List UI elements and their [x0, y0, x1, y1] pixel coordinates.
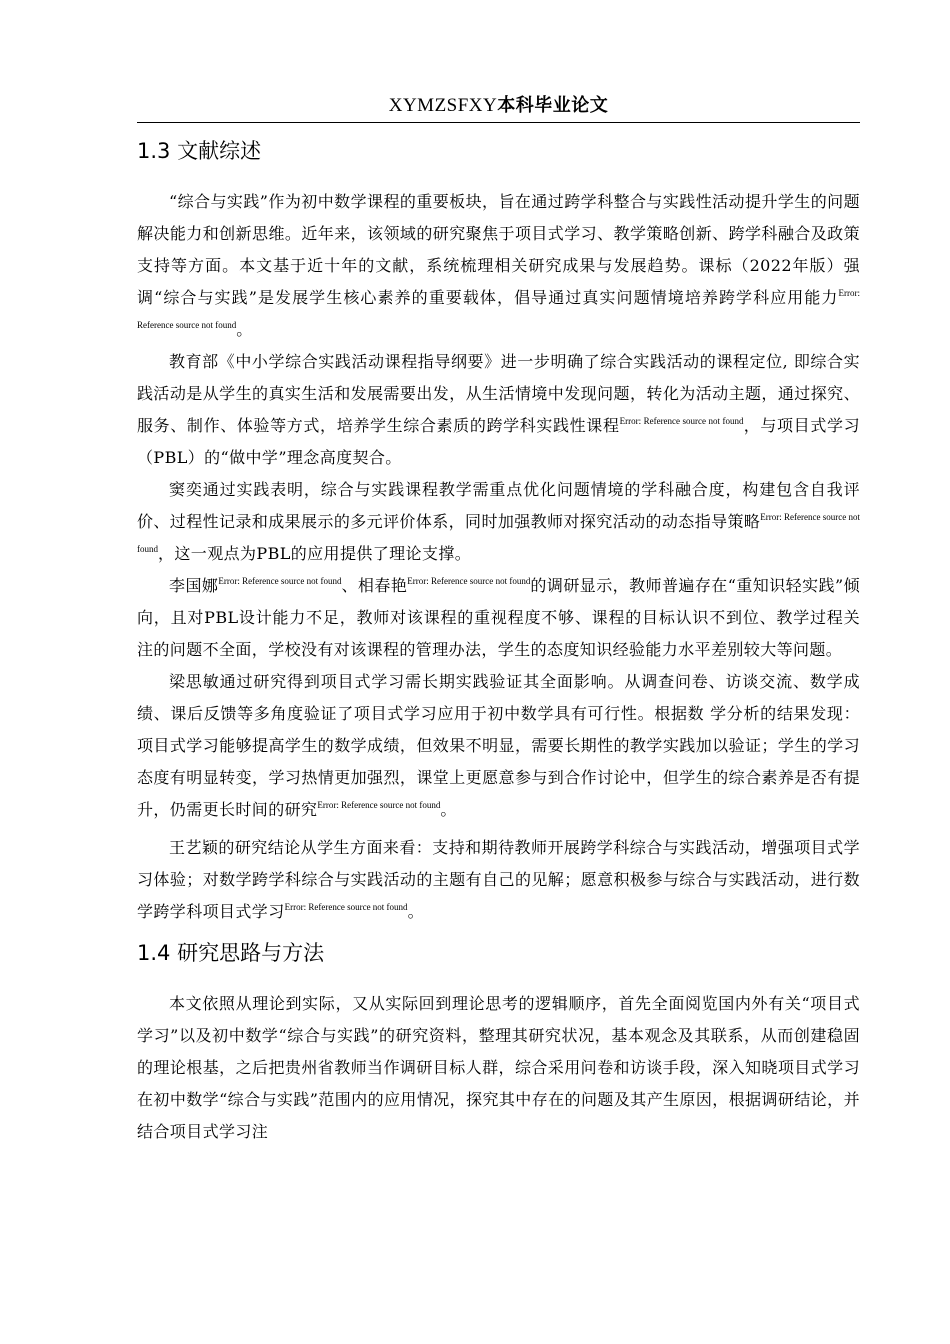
paragraph-end: 。 [440, 800, 457, 819]
citation-error: Error: Reference source not found [317, 800, 441, 810]
paragraph-1-3-4 [137, 570, 860, 666]
section-heading-1-4: 1.4 研究思路与方法 [137, 941, 325, 965]
citation-error: Error: Reference source not found [407, 576, 531, 586]
paragraph-end: ，这一观点为PBL的应用提供了理论支撑。 [158, 544, 472, 563]
paragraph-end: 。 [236, 320, 253, 339]
citation-error: Error: Reference source not found [619, 416, 744, 426]
author-name: 李国娜 [169, 576, 219, 595]
citation-error: Error: Reference source not found [137, 512, 861, 554]
author-name: 、相春艳 [341, 576, 408, 595]
paragraph-text: 窦奕通过实践表明，综合与实践课程教学需重点优化问题情境的学科融合度，构建包含自我评价、过程性记录和成果展示的多元评价体系，同时加强教师对探究活动的动态指导策略 [137, 480, 860, 531]
paragraph-1-3-3 [137, 474, 860, 570]
paragraph-text: 的调研显示，教师普遍存在“重知识轻实践”倾向，且对PBL设计能力不足，教师对该课程的重视程度不够、课程的目标认识不到位、教学过程关注的问题不全面，学校没有对该课程的管理办法，学生的态度知识经验能力水平差别较大等问题。 [137, 576, 861, 659]
paragraph-1-3-2 [137, 346, 860, 474]
document-body [137, 134, 860, 1148]
paragraph-text: 梁思敏通过研究得到项目式学习需长期实践验证其全面影响。从调查问卷、访谈交流、数学成绩、课后反馈等多角度验证了项目式学习应用于初中数学具有可行性。根据数 学分析的结果发现：项目式学习能够提高学生的数学成绩，但效果不明显，需要长期性的教学实践加以验证；学生的学习态度有明显转变，学习热情更加强烈，课堂上更愿意参与到合作讨论中，但学生的综合素养是否有提升，仍需更长时间的研究 [137, 672, 860, 819]
page-header [137, 92, 860, 119]
header-code: XYMZSFXY [388, 95, 498, 116]
paragraph-text: 王艺颖的研究结论从学生方面来看：支持和期待教师开展跨学科综合与实践活动，增强项目式学习体验；对数学跨学科综合与实践活动的主题有自己的见解；愿意积极参与综合与实践活动，进行数学跨学科项目式学习 [137, 838, 860, 921]
header-divider [137, 122, 860, 123]
paragraph-end: ，与项目式学习（PBL）的“做中学”理念高度契合。 [137, 416, 861, 467]
header-title: 本科毕业论文 [497, 95, 609, 116]
citation-error: Error: Reference source not found [218, 576, 342, 586]
paragraph-text: “综合与实践”作为初中数学课程的重要板块，旨在通过跨学科整合与实践性活动提升学生的问题解决能力和创新思维。近年来，该领域的研究聚焦于项目式学习、教学策略创新、跨学科融合及政策支持等方面。本文基于近十年的文献，系统梳理相关研究成果与发展趋势。课标（2022年版）强调“综合与实践”是发展学生核心素养的重要载体，倡导通过真实问题情境培养跨学科应用能力 [137, 192, 860, 307]
paragraph-1-3-1 [137, 186, 860, 346]
section-heading-1-3: 1.3 文献综述 [137, 139, 262, 163]
paragraph-text: 教育部《中小学综合实践活动课程指导纲要》进一步明确了综合实践活动的课程定位, 即综合实践活动是从学生的真实生活和发展需要出发，从生活情境中发现问题，转化为活动主题，通过探究、服务、制作、体验等方式，培养学生综合素质的跨学科实践性课程 [137, 352, 860, 435]
citation-error: Error: Reference source not found [284, 902, 408, 912]
paragraph-1-3-6 [137, 832, 860, 928]
paragraph-end: 。 [407, 902, 424, 921]
paragraph-1-4-1: 本文依照从理论到实际，又从实际回到理论思考的逻辑顺序，首先全面阅览国内外有关“项目式学习”以及初中数学“综合与实践”的研究资料，整理其研究状况，基本观念及其联系，从而创建稳固的理论根基，之后把贵州省教师当作调研目标人群，综合采用问卷和访谈手段，深入知晓项目式学习在初中数学“综合与实践”范围内的应用情况，探究其中存在的问题及其产生原因，根据调研结论，并结合项目式学习注 [137, 994, 860, 1141]
paragraph-1-3-5 [137, 666, 860, 826]
citation-error: Error: Reference source not found [137, 288, 860, 330]
